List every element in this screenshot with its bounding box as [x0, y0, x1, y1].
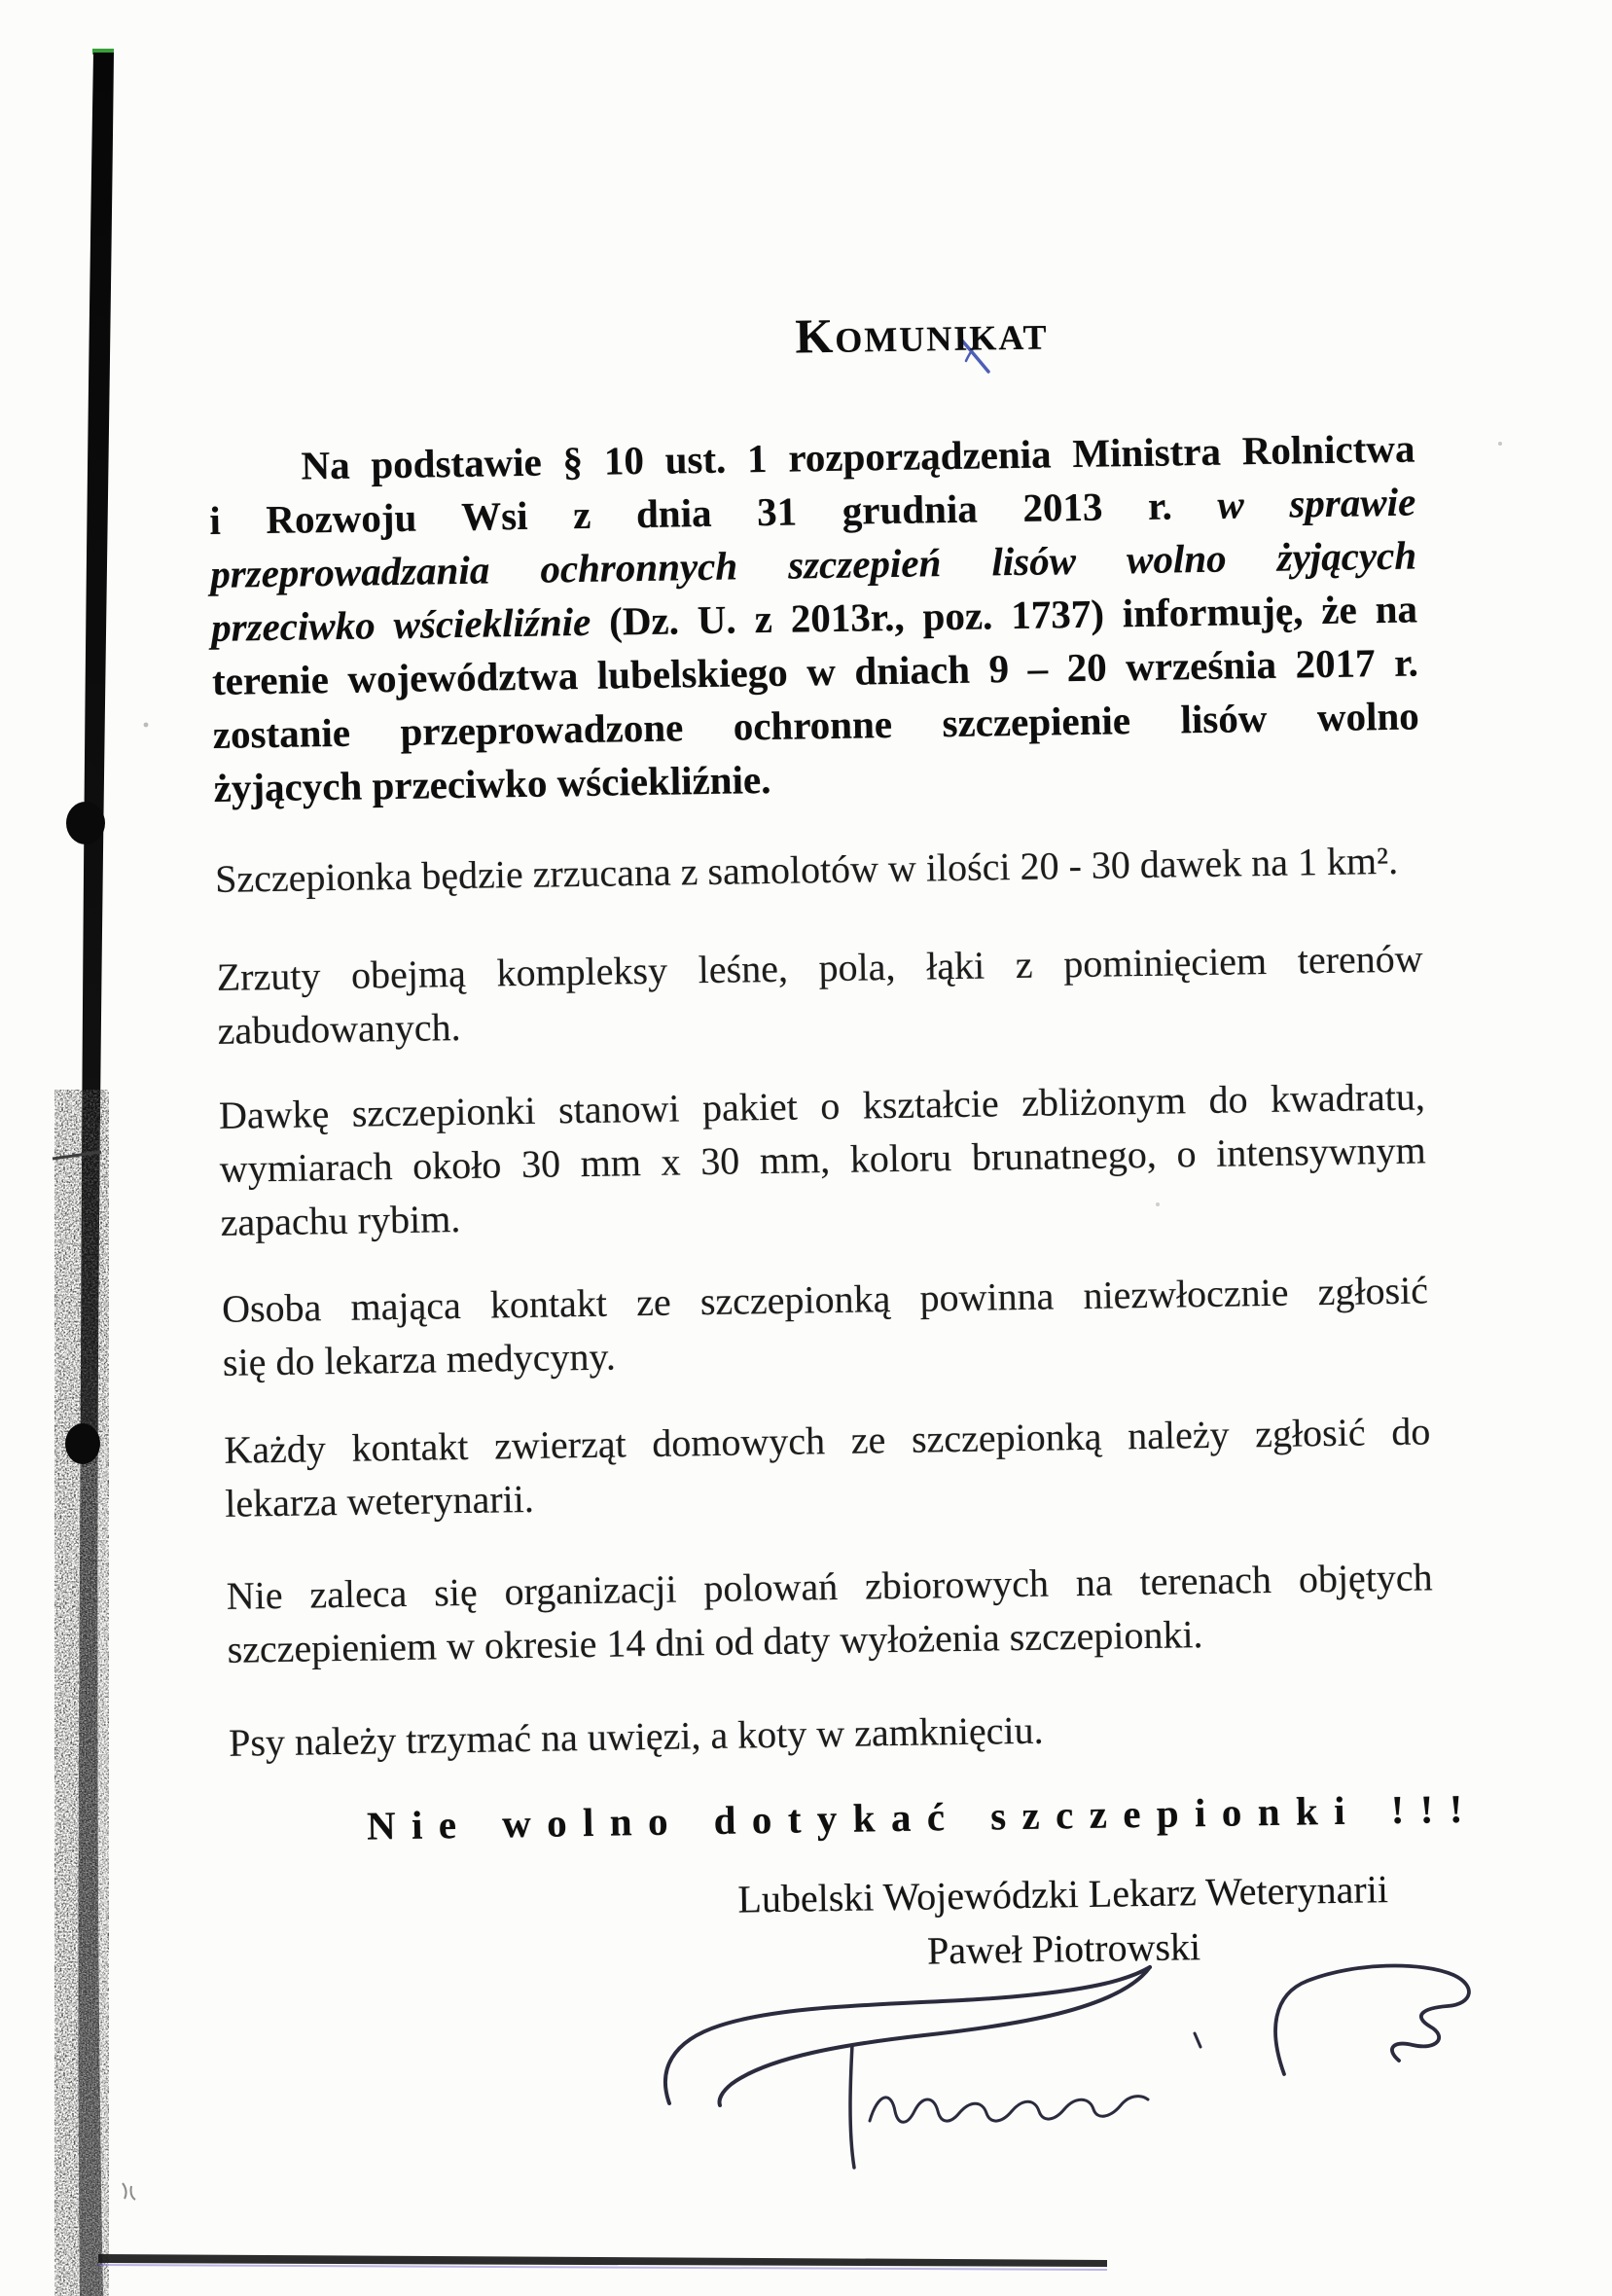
handwritten-signature: [665, 1965, 1469, 2168]
text-segment: przeprowadzania ochronnych szczepień lisów wolno żyjących: [209, 532, 1417, 596]
stray-dash-mark: [53, 1152, 101, 1159]
text-line: Dawkę szczepionki stanowi pakiet o kształcie zbliżonym do kwadratu,: [218, 1074, 1426, 1137]
paragraph-animal-contact: [224, 1404, 1432, 1529]
paragraph-pets: [229, 1697, 1436, 1769]
paragraph-vaccine-drop: [215, 833, 1422, 905]
text-line: Każdy kontakt zwierząt domowych ze szczepionką należy zgłosić do: [224, 1409, 1431, 1472]
band-speckle-texture: [78, 1440, 107, 2296]
text-segment: zostanie przeprowadzone ochronne szczepienie lisów wolno: [212, 693, 1420, 757]
paragraph-vaccine-description: [219, 1069, 1427, 1248]
scan-speck: [1498, 442, 1502, 446]
signatory-name: Paweł Piotrowski: [926, 1924, 1201, 1973]
text-line: szczepieniem w okresie 14 dni od daty wyłożenia szczepionki.: [227, 1612, 1203, 1671]
text-segment: przeciwko wściekliźnie: [210, 598, 610, 650]
text-line: Zrzuty obejmą kompleksy leśne, pola, łąki z pominięciem terenów: [216, 936, 1423, 999]
page-bottom-edge-tint: [98, 2265, 1107, 2270]
punch-hole-mark: [65, 1423, 100, 1464]
text-segment: żyjących przeciwko wściekliźnie.: [213, 756, 771, 810]
text-segment: (Dz. U. z 2013r., poz. 1737) informuję, że na: [608, 586, 1418, 644]
page-bottom-edge-line: [98, 2254, 1107, 2267]
signature-block: [722, 1862, 1405, 1982]
scan-binding-band: [78, 53, 114, 2296]
paragraph-human-contact: [222, 1263, 1430, 1388]
signatory-title: Lubelski Wojewódzki Lekarz Weterynarii: [737, 1867, 1389, 1921]
paragraph-legal-basis: [208, 422, 1420, 815]
document-content: [206, 293, 1480, 1990]
text-line: się do lekarza medycyny.: [222, 1334, 617, 1384]
text-line: wymiarach około 30 mm x 30 mm, koloru brunatnego, o intensywnym: [219, 1128, 1427, 1191]
paragraph-hunting-advice: [226, 1550, 1434, 1675]
text-line: Nie zaleca się organizacji polowań zbiorowych na terenach objętych: [226, 1555, 1433, 1618]
text-line: Szczepionka będzie zrzucana z samolotów w ilości 20 - 30 dawek na 1 km².: [214, 838, 1399, 901]
scan-speck: [144, 723, 149, 728]
text-segment: Na podstawie § 10 ust. 1 rozporządzenia Ministra Rolnictwa: [301, 425, 1415, 488]
stray-mark: [123, 2183, 135, 2200]
text-line: zabudowanych.: [217, 1004, 461, 1053]
text-line: Osoba mająca kontakt ze szczepionką powinna niezwłocznie zgłosić: [221, 1268, 1429, 1331]
text-segment: w sprawie: [1217, 479, 1416, 527]
text-line: Psy należy trzymać na uwięzi, a koty w zamknięciu.: [228, 1707, 1044, 1765]
paragraph-drop-areas: [216, 931, 1424, 1057]
warning-line: Nie wolno dotykać szczepionki !!!: [366, 1785, 1480, 1848]
text-segment: i Rozwoju Wsi z dnia 31 grudnia 2013 r.: [209, 482, 1218, 543]
band-speckle-halo: [54, 1090, 109, 2296]
text-segment: terenie województwa lubelskiego w dniach 9 – 20 września 2017 r.: [211, 639, 1419, 703]
text-line: zapachu rybim.: [220, 1197, 461, 1244]
punch-hole-mark: [66, 802, 105, 844]
band-top-green-sliver: [92, 49, 114, 54]
document-title: KOMUNIKAT: [794, 307, 1049, 364]
text-line: lekarza weterynarii.: [224, 1476, 535, 1525]
